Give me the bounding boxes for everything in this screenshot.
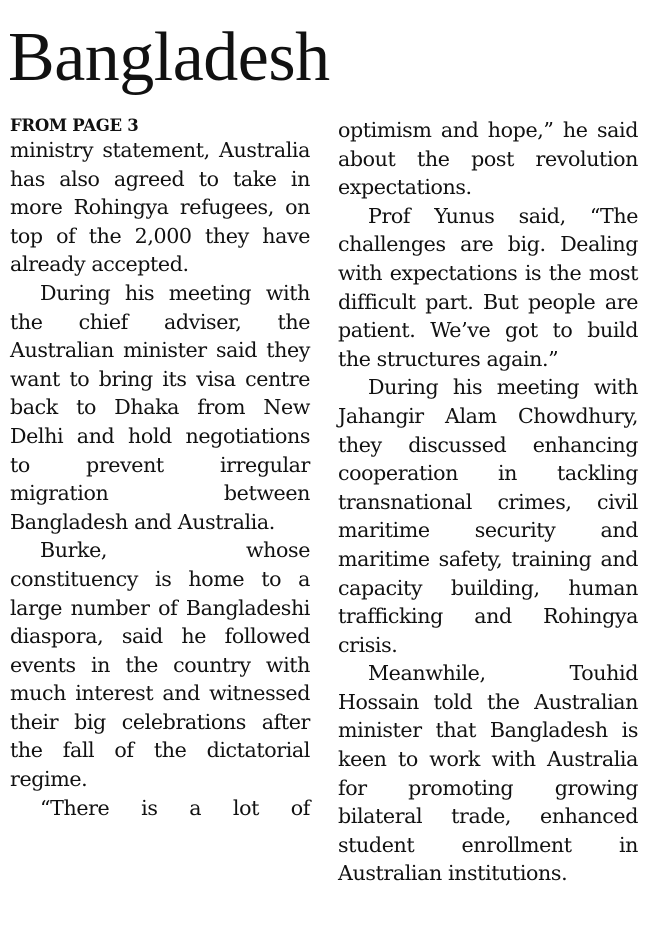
continuation-kicker: FROM PAGE 3	[10, 116, 139, 135]
article-column-right	[338, 116, 638, 888]
page-headline: Bangladesh	[8, 19, 330, 96]
article-paragraph: Burke, whose constituency is home to a large number of Bangladeshi diaspora, said he followed events in the country with much interest and witnessed their big celebrations after the fall of the dictatorial regime.	[10, 538, 310, 792]
article-paragraph: During his meeting with Jahangir Alam Chowdhury, they discussed enhancing cooperation in tackling transnational crimes, civil maritime security and maritime safety, training and capacity building, human trafficking and Rohingya crisis.	[338, 375, 638, 657]
article-column-left	[10, 116, 310, 822]
article-paragraph: “There is a lot of	[40, 795, 310, 820]
article-paragraph: During his meeting with the chief adviser, the Australian minister said they want to bring its visa centre back to Dhaka from New Delhi and hold negotiations to prevent irregular migration between Bangladesh and Australia.	[10, 280, 310, 534]
article-paragraph: Meanwhile, Touhid Hossain told the Australian minister that Bangladesh is keen to work with Australia for promoting growing bilateral trade, enhanced student enrollment in Australian institutions.	[338, 661, 638, 886]
article-paragraph: ministry statement, Australia has also agreed to take in more Rohingya refugees, on top of the 2,000 they have already accepted.	[10, 138, 310, 277]
article-paragraph: optimism and hope,” he said about the post revolution expectations.	[338, 118, 638, 200]
article-paragraph: Prof Yunus said, “The challenges are big. Dealing with expectations is the most difficult part. But people are patient. We’ve got to build the structures again.”	[338, 203, 638, 371]
